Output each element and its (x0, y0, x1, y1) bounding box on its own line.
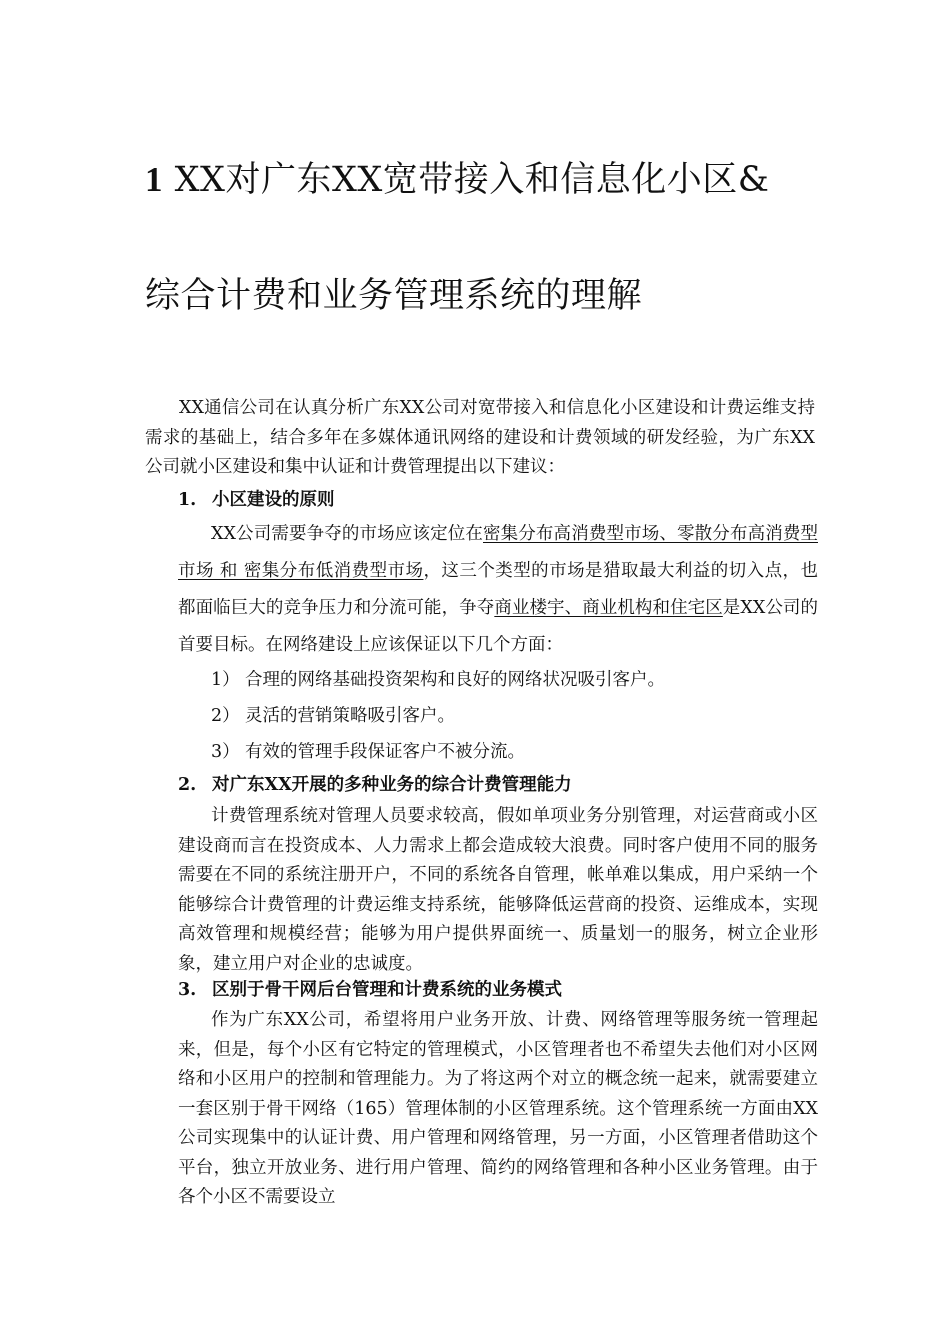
section1-title: 小区建设的原则 (212, 490, 335, 510)
section2-heading (178, 772, 572, 798)
section3-title: 区别于骨干网后台管理和计费系统的业务模式 (212, 980, 562, 1000)
title-text-1: XX对广东XX宽带接入和信息化小区& (174, 160, 770, 200)
list-item-text: 灵活的营销策略吸引客户。 (245, 706, 455, 726)
title-line-2 (145, 274, 642, 318)
title-line-1 (145, 158, 769, 202)
section3-number: 3. (178, 980, 197, 1000)
section1-number: 1. (178, 490, 197, 510)
list-item-number: 2） (211, 706, 240, 726)
title-number: 1 (145, 160, 163, 199)
section2-paragraph: 计费管理系统对管理人员要求较高，假如单项业务分别管理，对运营商或小区建设商而言在投资成本、人力需求上都会造成较大浪费。同时客户使用不同的服务需要在不同的系统注册开户，不同的系统各自管理，帐单难以集成，用户采纳一个能够综合计费管理的计费运维支持系统，能够降低运营商的投资、运维成本，实现高效管理和规模经营；能够为用户提供界面统一、质量划一的服务，树立企业形象，建立用户对企业的忠诚度。 (178, 806, 818, 974)
list-item-number: 3） (211, 742, 240, 762)
section2-number: 2. (178, 775, 197, 795)
section3-heading (178, 977, 562, 1003)
list-item (211, 703, 455, 729)
list-item (211, 667, 665, 693)
section1-text-2: ，这三个类型的市场是猎取最大利益的切入点，也都面临巨大的竞争压力和分流可能，争夺 (178, 561, 819, 618)
list-item (211, 739, 525, 765)
list-item-number: 1） (211, 670, 240, 690)
section1-underline-2: 商业楼宇、商业机构和住宅区 (494, 598, 723, 618)
section1-text-3: 是XX公司的首要目标。在网络建设上应该保证以下几个方面： (178, 598, 819, 655)
list-item-text: 合理的网络基础投资架构和良好的网络状况吸引客户。 (245, 670, 665, 690)
section3-paragraph: 作为广东XX公司，希望将用户业务开放、计费、网络管理等服务统一管理起来，但是，每个小区有它特定的管理模式，小区管理者也不希望失去他们对小区网络和小区用户的控制和管理能力。为了将这两个对立的概念统一起来，就需要建立一套区别于骨干网络（165）管理体制的小区管理系统。这个管理系统一方面由XX公司实现集中的认证计费、用户管理和网络管理，另一方面，小区管理者借助这个平台，独立开放业务、进行用户管理、简约的网络管理和各种小区业务管理。由于各个小区不需要设立 (178, 1010, 818, 1207)
section1-underline-1: 密集分布高消费型市场、零散分布高消费型市场 和 密集分布低消费型市场 (178, 524, 818, 581)
title-text-2: 综合计费和业务管理系统的理解 (145, 276, 643, 316)
section1-paragraph (178, 516, 818, 664)
section1-heading (178, 487, 335, 513)
section2-title: 对广东XX开展的多种业务的综合计费管理能力 (212, 775, 572, 795)
section1-text-1: XX公司需要争夺的市场应该定位在 (211, 524, 483, 544)
list-item-text: 有效的管理手段保证客户不被分流。 (245, 742, 525, 762)
intro-paragraph: XX通信公司在认真分析广东XX公司对宽带接入和信息化小区建设和计费运维支持需求的基础上，结合多年在多媒体通讯网络的建设和计费领域的研发经验，为广东XX公司就小区建设和集中认证和计费管理提出以下建议： (145, 398, 815, 477)
